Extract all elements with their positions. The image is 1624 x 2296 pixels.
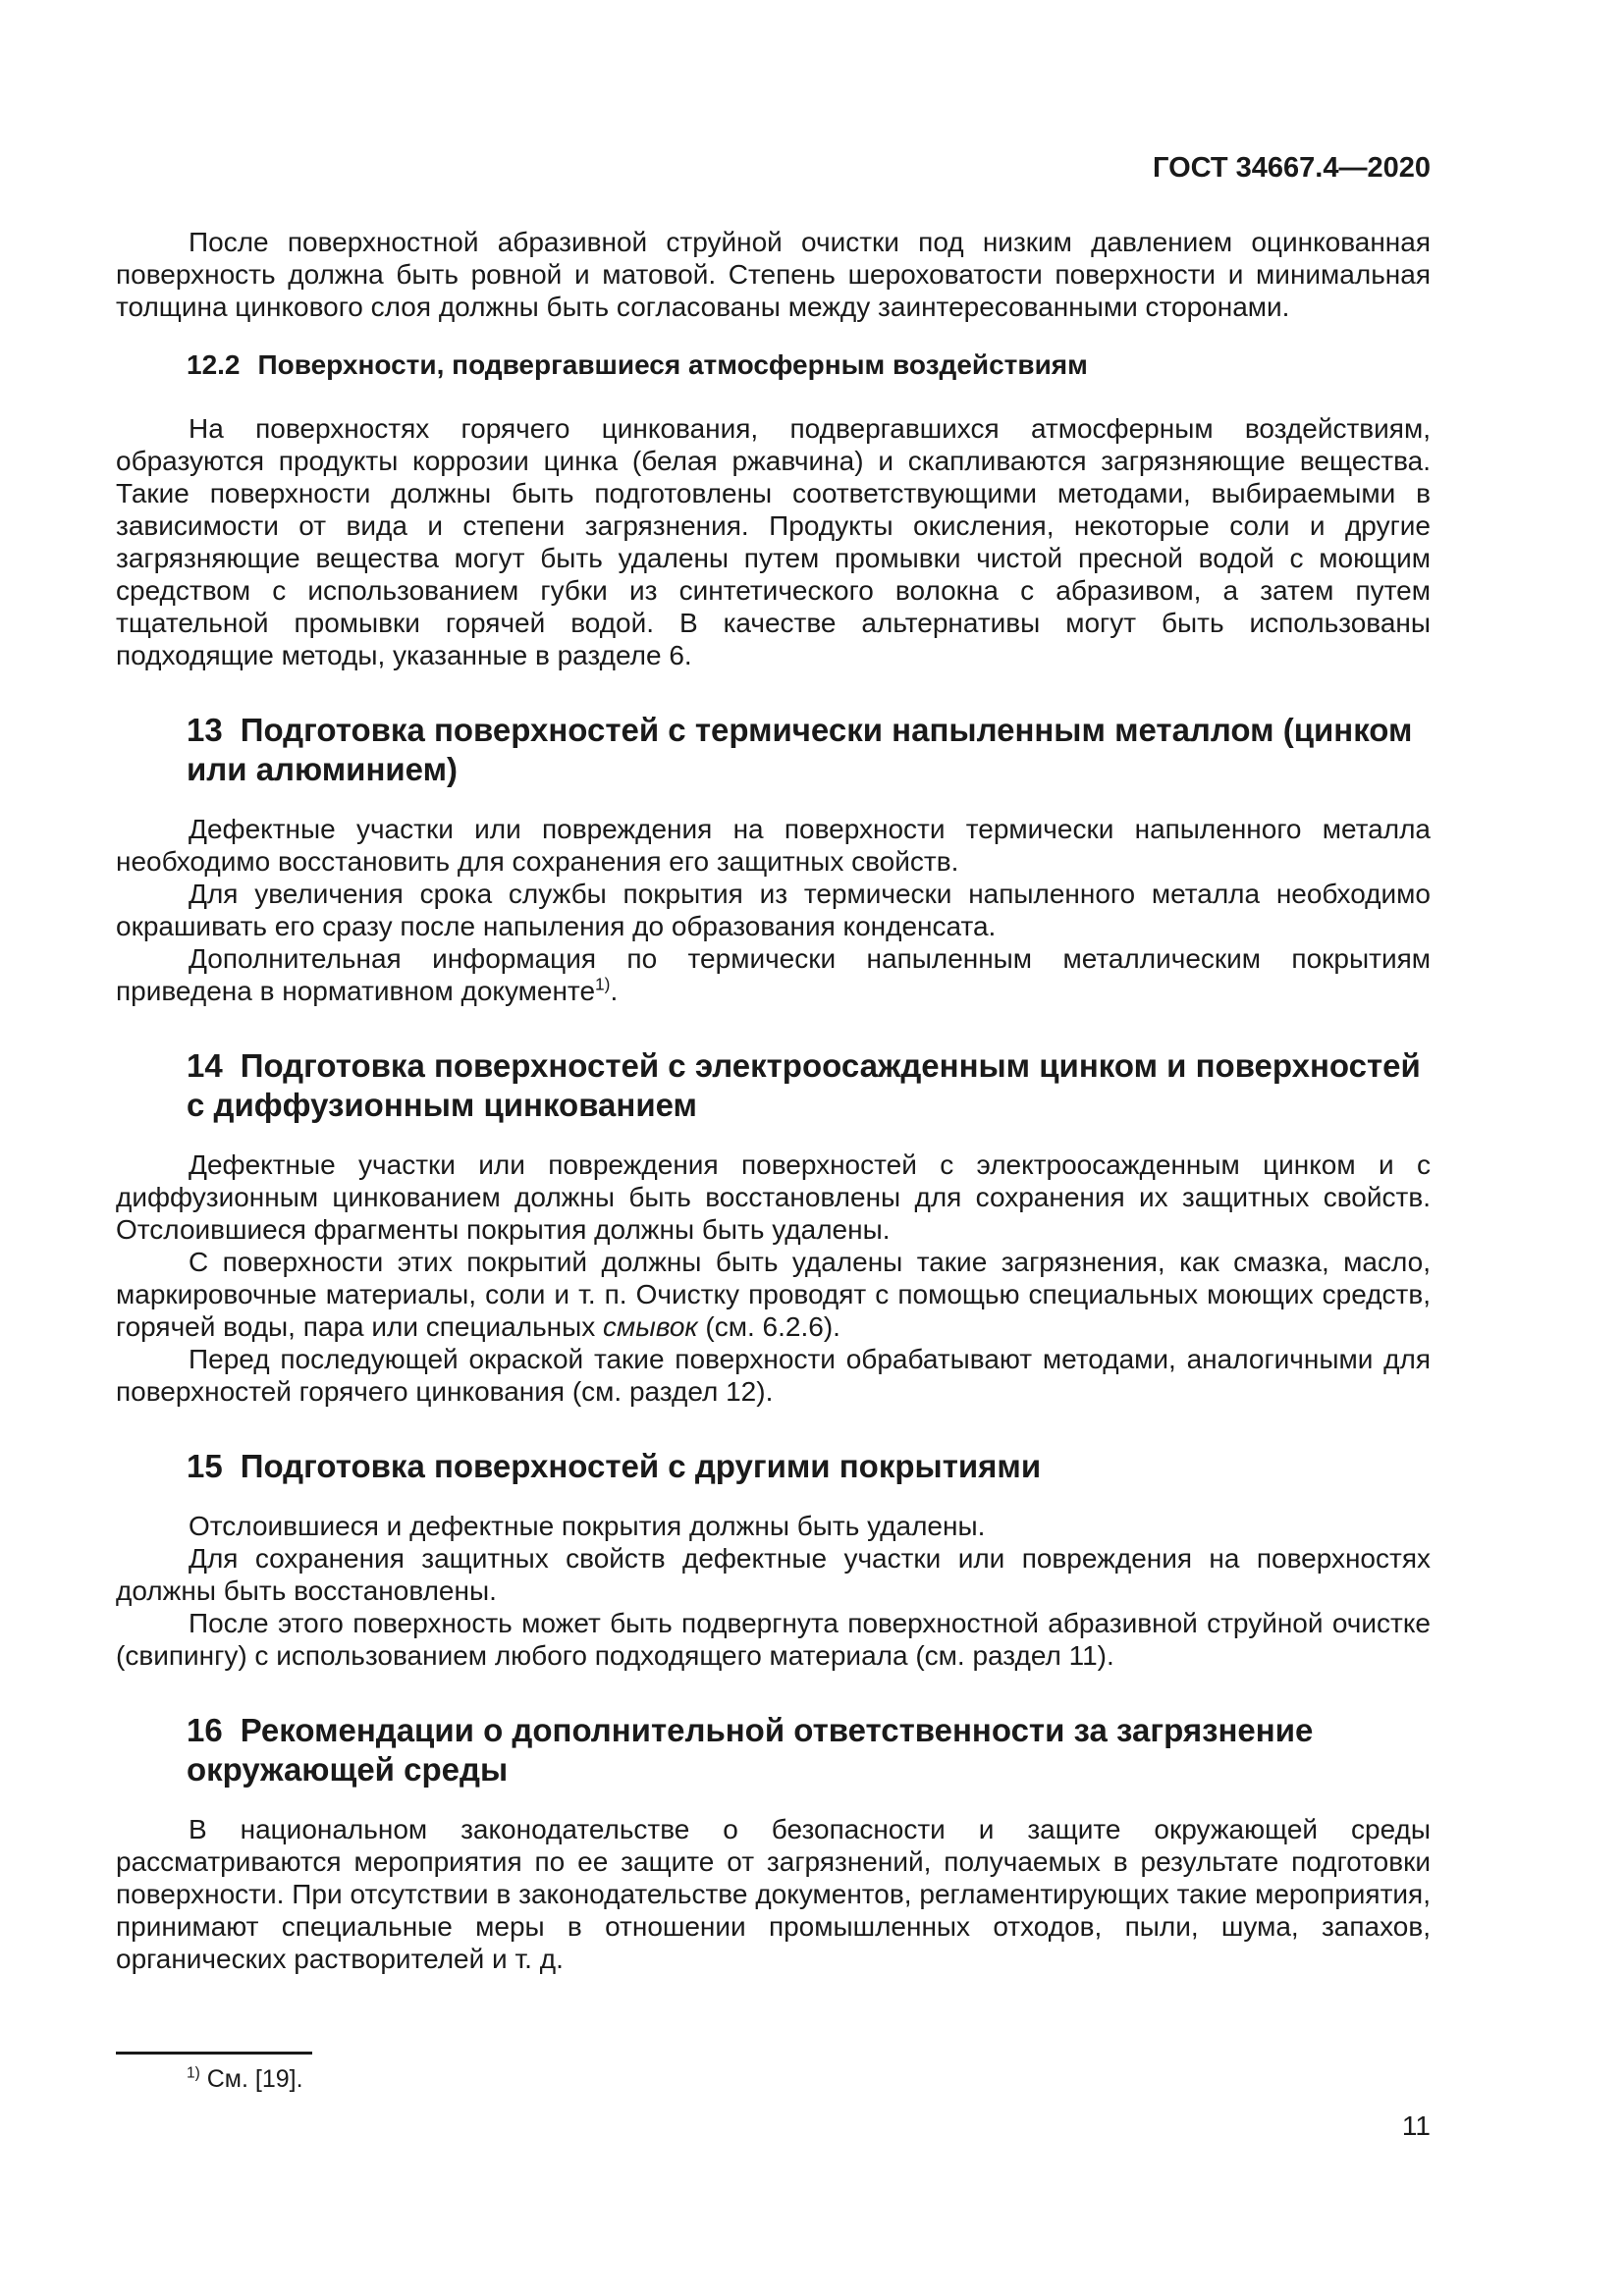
text-segment: смывок [603,1311,698,1342]
paragraph [116,1813,1431,1975]
document-number-header: ГОСТ 34667.4—2020 [1153,152,1431,184]
text-segment: Дополнительная информация по термически напыленным металлическим покрытиям приведена в нормативном документе [116,943,1431,1006]
section-heading [187,1711,1431,1789]
paragraph [116,1246,1431,1343]
text-segment: После этого поверхность может быть подвергнута поверхностной абразивной струйной очистке (свипингу) с использованием любого подходящего материала (см. раздел 11). [116,1608,1431,1671]
text-segment: Для увеличения срока службы покрытия из термически напыленного металла необходимо окрашивать его сразу после напыления до образования конденсата. [116,879,1431,941]
footnote [187,2064,1431,2094]
paragraph [116,226,1431,323]
section-title: Подготовка поверхностей с электроосажденным цинком и поверхностей с диффузионным цинкованием [187,1047,1421,1123]
section-heading [187,711,1431,789]
paragraph [116,942,1431,1007]
text-segment: В национальном законодательстве о безопасности и защите окружающей среды рассматриваются мероприятия по ее защите от загрязнений, получаемых в результате подготовки поверхности. При отсутствии в законодательстве документов, регламентирующих такие мероприятия, принимают специальные меры в отношении промышленных отходов, пыли, шума, запахов, органических растворителей и т. д. [116,1814,1431,1974]
paragraph [116,1343,1431,1408]
text-segment: Перед последующей окраской такие поверхности обрабатывают методами, аналогичными для поверхностей горячего цинкования (см. раздел 12). [116,1344,1431,1407]
section-number: 16 [187,1712,223,1748]
paragraph [116,813,1431,878]
section-number: 12.2 [187,349,241,380]
paragraph [116,1542,1431,1607]
text-segment: . [610,976,619,1006]
text-segment: (см. 6.2.6). [697,1311,840,1342]
section-number: 14 [187,1047,223,1084]
footnote-text: См. [19]. [206,2065,303,2093]
text-segment: На поверхностях горячего цинкования, подвергавшихся атмосферным воздействиям, образуются продукты коррозии цинка (белая ржавчина) и скапливаются загрязняющие вещества. Такие поверхности должны быть подготовлены соответствующими методами, выбираемыми в зависимости от вида и степени загрязнения. Продукты окисления, некоторые соли и другие загрязняющие вещества могут быть удалены путем промывки чистой пресной водой с моющим средством с использованием губки из синтетического волокна с абразивом, а затем путем тщательной промывки горячей водой. В качестве альтернативы могут быть использованы подходящие методы, указанные в разделе 6. [116,413,1431,670]
section-title: Подготовка поверхностей с другими покрытиями [240,1448,1042,1484]
page-content [116,152,1431,2142]
text-segment: Для сохранения защитных свойств дефектные участки или повреждения на поверхностях должны быть восстановлены. [116,1543,1431,1606]
section-heading [187,1046,1431,1125]
text-segment: После поверхностной абразивной струйной очистки под низким давлением оцинкованная поверхность должна быть ровной и матовой. Степень шероховатости поверхности и минимальная толщина цинкового слоя должны быть согласованы между заинтересованными сторонами. [116,227,1431,322]
section-title: Рекомендации о дополнительной ответственности за загрязнение окружающей среды [187,1712,1314,1788]
paragraph [116,1148,1431,1246]
footnote-divider [116,2052,312,2055]
footnote-marker: 1) [187,2064,200,2082]
text-segment: Дефектные участки или повреждения поверхностей с электроосажденным цинком и с диффузионным цинкованием должны быть восстановлены для сохранения их защитных свойств. Отслоившиеся фрагменты покрытия должны быть удалены. [116,1149,1431,1245]
text-segment: С поверхности этих покрытий должны быть удалены такие загрязнения, как смазка, масло, маркировочные материалы, соли и т. п. Очистку проводят с помощью специальных моющих средств, горячей воды, пара или специальных [116,1247,1431,1342]
section-number: 13 [187,712,223,748]
paragraph [116,878,1431,942]
paragraph [116,1607,1431,1672]
paragraph [116,1510,1431,1542]
footnote-reference: 1) [595,974,611,994]
footnote-block [116,2052,1431,2094]
section-number: 15 [187,1448,223,1484]
text-segment: Дефектные участки или повреждения на поверхности термически напыленного металла необходимо восстановить для сохранения его защитных свойств. [116,814,1431,877]
document-body [116,226,1431,1975]
paragraph [116,412,1431,671]
section-title: Подготовка поверхностей с термически напыленным металлом (цинком или алюминием) [187,712,1413,787]
page-number: 11 [1401,2110,1431,2141]
text-segment: Отслоившиеся и дефектные покрытия должны быть удалены. [189,1511,986,1541]
section-title: Поверхности, подвергавшиеся атмосферным воздействиям [257,349,1088,380]
section-heading [187,1447,1431,1486]
clause-heading [187,348,1431,381]
